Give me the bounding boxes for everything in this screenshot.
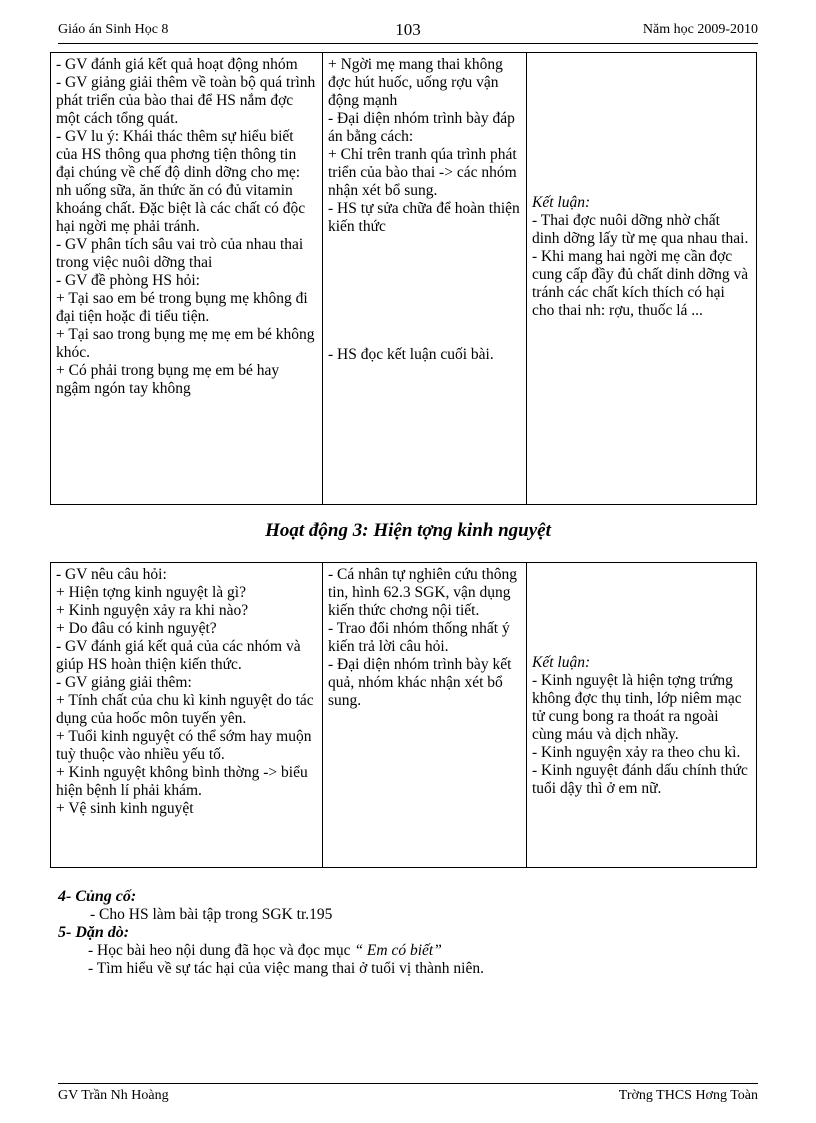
student-line: - Cá nhân tự nghiên cứu thông tin, hình 62.3 SGK, vận dụng kiến thức chơng nội tiết. bbox=[328, 566, 517, 619]
activity-table-1 bbox=[50, 52, 757, 505]
page-number: 103 bbox=[395, 20, 421, 39]
consolidation-title: 4- Củng cố: bbox=[58, 888, 137, 905]
teacher-line: - GV phân tích sâu vai trò của nhau thai trong việc nuôi dỡng thai bbox=[56, 236, 304, 271]
conclusion-1 bbox=[527, 53, 757, 505]
consolidation-section bbox=[58, 888, 758, 978]
footer-divider bbox=[58, 1083, 758, 1084]
footer-teacher: GV Trần Nh Hoàng bbox=[58, 1088, 169, 1103]
section-title: Hoạt động 3: Hiện tợng kinh nguyệt bbox=[265, 520, 551, 541]
teacher-line: + Hiện tợng kinh nguyệt là gì? bbox=[56, 584, 246, 601]
student-activities-2 bbox=[323, 563, 527, 868]
conclusion-line: - Kinh nguyệt là hiện tợng trứng không đợc thụ tinh, lớp niêm mạc tử cung bong ra thoát ra ngoài cùng máu và dịch nhầy. bbox=[532, 672, 742, 743]
footer-school: Trờng THCS Hơng Toàn bbox=[618, 1088, 758, 1103]
teacher-line: + Có phải trong bụng mẹ em bé hay ngậm ngón tay không bbox=[56, 362, 280, 397]
homework-item-1 bbox=[58, 942, 758, 960]
teacher-activities-2 bbox=[51, 563, 323, 868]
conclusion-line: - Thai đợc nuôi dỡng nhờ chất dinh dỡng lấy từ mẹ qua nhau thai. bbox=[532, 212, 749, 247]
header-school-year: Năm học 2009-2010 bbox=[642, 22, 758, 37]
conclusion-title: Kết luận: bbox=[532, 194, 591, 211]
conclusion-line: - Kinh nguyện xảy ra theo chu kì. bbox=[532, 744, 741, 761]
conclusion-2 bbox=[527, 563, 757, 868]
teacher-line: - GV nêu câu hỏi: bbox=[56, 566, 167, 583]
conclusion-title: Kết luận: bbox=[532, 654, 591, 671]
homework-title: 5- Dặn dò: bbox=[58, 924, 130, 941]
teacher-line: + Do đâu có kinh nguyệt? bbox=[56, 620, 217, 637]
teacher-line: + Tính chất của chu kì kinh nguyệt do tác dụng của hoốc môn tuyến yên. bbox=[56, 692, 314, 727]
activity-table-2 bbox=[50, 562, 757, 868]
spacer bbox=[532, 56, 751, 194]
header-subject: Giáo án Sinh Học 8 bbox=[58, 22, 169, 37]
teacher-line: - GV lu ý: Khái thác thêm sự hiểu biết của HS thông qua phơng tiện thông tin đại chúng về chế độ dinh dỡng cho mẹ: nh uống sữa, ăn thức ăn có đủ vitamin khoáng chất. Đặc biệt là các chất có độc hại ngời mẹ phải tránh. bbox=[56, 128, 306, 235]
teacher-line: + Tại sao trong bụng mẹ mẹ em bé không khóc. bbox=[56, 326, 315, 361]
student-line: + Chỉ trên tranh qúa trình phát triển của bào thai -> các nhóm nhận xét bổ sung. bbox=[328, 146, 517, 199]
homework-item-2: - Tìm hiểu về sự tác hại của việc mang thai ở tuổi vị thành niên. bbox=[88, 960, 484, 977]
teacher-line: - GV giảng giải thêm: bbox=[56, 674, 192, 691]
teacher-line: - GV giảng giải thêm về toàn bộ quá trình phát triển của bào thai để HS nắm đợc một cách tổng quát. bbox=[56, 74, 316, 127]
student-line: + Ngời mẹ mang thai không đợc hút huốc, uống rợu vận động mạnh bbox=[328, 56, 503, 109]
teacher-line: + Kinh nguyện xảy ra khi nào? bbox=[56, 602, 249, 619]
student-line: - Trao đổi nhóm thống nhất ý kiến trả lời câu hỏi. bbox=[328, 620, 510, 655]
teacher-line: + Tại sao em bé trong bụng mẹ không đi đại tiện hoặc đi tiểu tiện. bbox=[56, 290, 308, 325]
student-activities-1 bbox=[323, 53, 527, 505]
teacher-activities-1 bbox=[51, 53, 323, 505]
student-line: - HS đọc kết luận cuối bài. bbox=[328, 346, 494, 363]
teacher-line: - GV đánh giá kết quả hoạt động nhóm bbox=[56, 56, 298, 73]
homework-item-1-emphasis: “ Em có biết” bbox=[354, 942, 442, 959]
conclusion-line: - Khi mang hai ngời mẹ cần đợc cung cấp đầy đủ chất dinh dỡng và tránh các chất kích thích có hại cho thai nh: rợu, thuốc lá ... bbox=[532, 248, 749, 319]
page-header bbox=[58, 20, 758, 42]
teacher-line: + Kinh nguyệt không bình thờng -> biểu hiện bệnh lí phải khám. bbox=[56, 764, 308, 799]
teacher-line: - GV đề phòng HS hỏi: bbox=[56, 272, 200, 289]
student-line: - Đại diện nhóm trình bày đáp án bằng cách: bbox=[328, 110, 515, 145]
header-divider bbox=[58, 43, 758, 44]
spacer bbox=[532, 566, 751, 654]
consolidation-item: - Cho HS làm bài tập trong SGK tr.195 bbox=[90, 906, 333, 923]
teacher-line: + Tuổi kinh nguyệt có thể sớm hay muộn tuỳ thuộc vào nhiều yếu tố. bbox=[56, 728, 312, 763]
teacher-line: + Vệ sinh kinh nguyệt bbox=[56, 800, 194, 817]
homework-item-1-text: - Học bài heo nội dung đã học và đọc mục bbox=[88, 942, 355, 959]
teacher-line: - GV đánh giá kết quả của các nhóm và giúp HS hoàn thiện kiến thức. bbox=[56, 638, 301, 673]
student-line: - HS tự sửa chữa để hoàn thiện kiến thức bbox=[328, 200, 520, 235]
student-line: - Đại diện nhóm trình bày kết quả, nhóm khác nhận xét bổ sung. bbox=[328, 656, 512, 709]
conclusion-line: - Kinh nguyệt đánh dấu chính thức tuổi dậy thì ở em nữ. bbox=[532, 762, 748, 797]
spacer bbox=[328, 236, 521, 346]
